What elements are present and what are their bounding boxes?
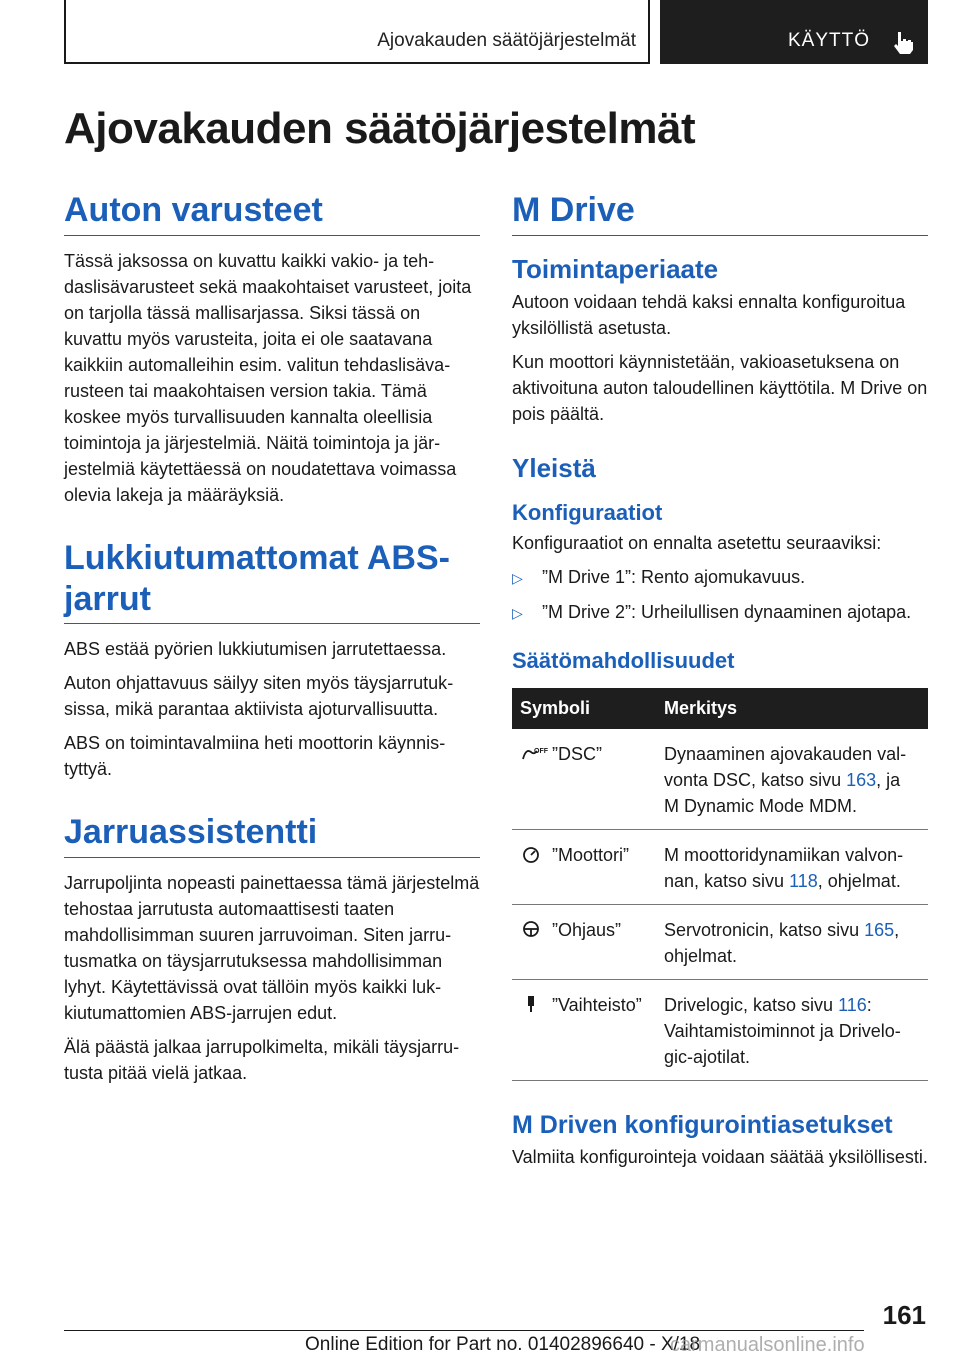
subsection-heading: Toimintaperiaate <box>512 253 719 284</box>
page-link[interactable]: 118 <box>789 870 818 891</box>
paragraph: Auton ohjattavuus säilyy siten myös täysjarrutuksissa, mikä parantaa aktiivista ajoturvallisuutta. <box>64 673 454 720</box>
section-heading: Jarruassistentti <box>64 812 480 858</box>
page-title: Ajovakauden säätöjärjestelmät <box>64 104 696 153</box>
dsc-off-icon <box>520 744 546 762</box>
meaning-cell <box>656 729 928 830</box>
header-section-box <box>64 0 650 64</box>
symbol-cell <box>512 904 656 979</box>
list-item-text: ”M Drive 2”: Urheilullisen dynaaminen ajotapa. <box>542 601 912 622</box>
sub-subsection-heading: Konfiguraatiot <box>512 499 663 525</box>
symbol-label: ”Ohjaus” <box>552 919 622 940</box>
triangle-bullet-icon: ▷ <box>512 569 523 586</box>
section-auton-varusteet <box>64 190 480 508</box>
page-link[interactable]: 116 <box>838 994 867 1015</box>
settings-table <box>512 688 928 1081</box>
table-row <box>512 979 928 1080</box>
page-number: 161 <box>882 1300 926 1330</box>
section-jarruassistentti <box>64 812 480 1086</box>
steering-wheel-icon <box>520 920 546 938</box>
paragraph: Älä päästä jalkaa jarrupolkimelta, mikäli täysjarrutusta pitää vielä jatkaa. <box>64 1037 460 1084</box>
meaning-cell <box>656 829 928 904</box>
footer-edition: Online Edition for Part no. 01402896640 - X/18 <box>305 1334 701 1355</box>
list-item <box>512 564 928 591</box>
footer-divider <box>64 1330 864 1331</box>
paragraph: Tässä jaksossa on kuvattu kaikki vakio- ja tehdaslisävarusteet sekä maakohtaiset varusteet, joita on tarjolla tässä mallisarjassa. Siksi tässä on kuvattu myös varusteita, joita ei ole saatavana kaikkiin automalleihin esim. valitun tehdaslisävarusteen tai maakohtaisen version takia. Tämä koskee myös turvallisuuden kannalta oleellisia toimintoja ja järjestelmiä. Näitä toimintoja ja järjestelmiä käytettäessä on noudatettava voimassa olevia lakeja ja määräyksiä. <box>64 250 472 505</box>
symbol-label: ”Vaihteisto” <box>552 994 642 1015</box>
left-column <box>64 190 480 1094</box>
section-m-drive <box>512 190 928 1170</box>
gear-shift-icon <box>520 995 546 1013</box>
table-header-cell: Symboli <box>512 688 656 729</box>
watermark: carmanualsonline.info <box>670 1334 865 1356</box>
engine-gauge-icon <box>520 845 546 863</box>
svg-text:OFF: OFF <box>534 747 548 755</box>
subsection-heading: M Driven konfigurointiasetukset <box>512 1110 893 1139</box>
triangle-bullet-icon: ▷ <box>512 604 523 621</box>
section-heading: Auton varusteet <box>64 190 480 236</box>
list-item <box>512 599 928 626</box>
paragraph: Jarrupoljinta nopeasti painettaessa tämä järjestelmä tehostaa jarrutusta automaattisesti taaten mahdollisimman suuren jarruvoiman. Siten jarrutusmatka on täysjarrutuksessa mahdollisimman lyhyt. Käytettävissä ovat tällöin myös kaikki lukkiutumattomien ABS-jarrujen edut. <box>64 873 480 1024</box>
symbol-cell <box>512 979 656 1080</box>
right-column <box>512 190 928 1178</box>
section-heading: M Drive <box>512 190 928 236</box>
table-row <box>512 904 928 979</box>
meaning-cell <box>656 979 928 1080</box>
meaning-text: : Vaihtamistoiminnot ja Drivelogic-ajotilat. <box>664 994 901 1067</box>
paragraph: Kun moottori käynnistetään, vakioasetuksena on aktivoituna auton taloudellinen käyttötila. M Drive on pois päältä. <box>512 351 928 424</box>
symbol-label: ”DSC” <box>552 743 602 764</box>
meaning-cell <box>656 904 928 979</box>
sub-subsection-heading: Säätömahdollisuudet <box>512 647 735 673</box>
section-heading: Lukkiutumattomat ABS-jarrut <box>64 538 480 625</box>
paragraph: ABS on toimintavalmiina heti moottorin käynnistyttyä. <box>64 733 446 780</box>
paragraph: Autoon voidaan tehdä kaksi ennalta konfiguroitua yksilöllistä asetusta. <box>512 291 906 338</box>
table-header-row <box>512 688 928 729</box>
meaning-text: , ohjelmat. <box>664 919 900 966</box>
meaning-text: M moottoridynamiikan valvonnan, katso sivu <box>664 844 904 891</box>
meaning-text: Servotronicin, katso sivu <box>664 919 865 940</box>
table-row <box>512 829 928 904</box>
header-section-title: Ajovakauden säätöjärjestelmät <box>377 30 636 51</box>
page-link[interactable]: 165 <box>864 919 895 940</box>
table-row <box>512 729 928 830</box>
header-chapter-box <box>660 0 928 64</box>
symbol-label: ”Moottori” <box>552 844 630 865</box>
page-header <box>64 0 928 64</box>
symbol-cell <box>512 829 656 904</box>
meaning-text: Dynaaminen ajovakauden valvonta DSC, katso sivu <box>664 743 907 790</box>
meaning-text: , ohjelmat. <box>817 870 901 891</box>
subsection-heading: Yleistä <box>512 452 596 483</box>
section-abs <box>64 538 480 783</box>
paragraph: Konfiguraatiot on ennalta asetettu seuraaviksi: <box>512 532 882 553</box>
paragraph: Valmiita konfigurointeja voidaan säätää yksilöllisesti. <box>512 1146 928 1167</box>
meaning-text: Drivelogic, katso sivu <box>664 994 839 1015</box>
symbol-cell <box>512 729 656 830</box>
paragraph: ABS estää pyörien lukkiutumisen jarrutettaessa. <box>64 639 447 660</box>
page-link[interactable]: 163 <box>846 769 877 790</box>
list-item-text: ”M Drive 1”: Rento ajomukavuus. <box>542 566 806 587</box>
table-header-cell: Merkitys <box>656 688 928 729</box>
header-chapter-label: KÄYTTÖ <box>787 30 870 51</box>
hand-pointer-icon <box>890 28 918 56</box>
meaning-text: , ja M Dynamic Mode MDM. <box>664 769 901 816</box>
